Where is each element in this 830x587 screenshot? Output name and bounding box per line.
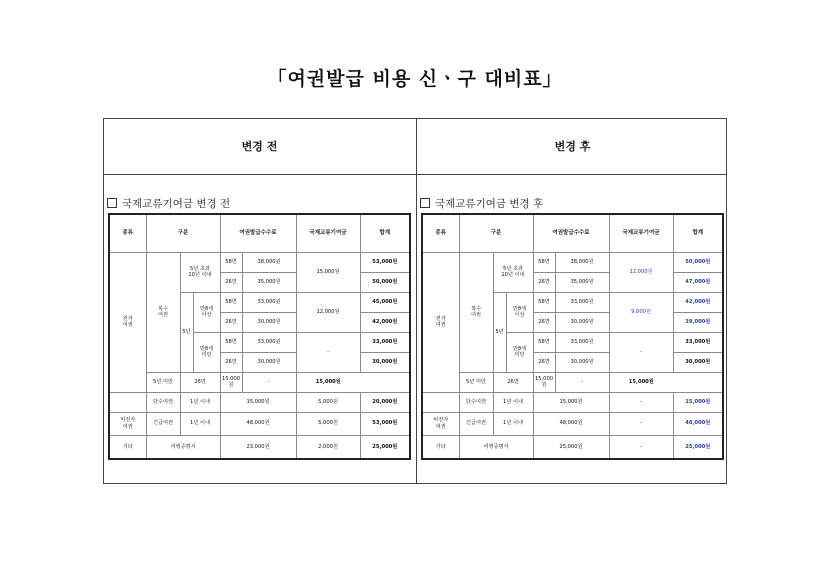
before-fee-table: [110, 215, 409, 458]
pages-cell: 58면: [220, 332, 242, 352]
total-cell: 30,000원: [360, 352, 409, 372]
table-row: [110, 412, 409, 435]
table-row: [423, 372, 722, 392]
five-years-label: 5년: [493, 292, 506, 372]
emergency-passport-label: 긴급여권: [459, 412, 493, 435]
table-row: [110, 435, 409, 458]
contribution-cell: -: [609, 435, 673, 458]
page-title: 「여권발급 비용 신ㆍ구 대비표」: [267, 68, 563, 90]
contribution-cell: 5,000원: [296, 412, 360, 435]
fee-cell: 30,000원: [555, 352, 609, 372]
multiple-passport-label: 복수 여권: [146, 252, 180, 372]
validity-cell: 1년 이내: [180, 392, 220, 412]
age-8-over-label: 만8세 이상: [193, 292, 220, 332]
col-header-total: 합계: [673, 215, 722, 252]
table-row: [110, 372, 409, 392]
col-header-category: 구분: [146, 215, 220, 252]
age-8-under-label: 만8세 미만: [193, 332, 220, 372]
before-fee-table-panel: [108, 213, 411, 460]
over-5y-label: 5년 초과 10년 이내: [180, 252, 220, 292]
col-header-total: 합계: [360, 215, 409, 252]
comparison-frame: [103, 118, 727, 484]
total-cell: 39,000원: [673, 312, 722, 332]
total-cell: 33,000원: [673, 332, 722, 352]
table-row: [110, 252, 409, 272]
fee-cell: 38,000원: [242, 252, 296, 272]
pages-cell: 58면: [533, 332, 555, 352]
fee-cell: 33,000원: [242, 332, 296, 352]
pages-cell: 26면: [533, 312, 555, 332]
electronic-passport-label: 전자 여권: [110, 252, 146, 392]
five-years-label: 5년: [180, 292, 193, 372]
fee-cell: 23,000원: [220, 435, 296, 458]
pages-cell: 26면: [180, 372, 220, 392]
other-label: 기타: [423, 435, 459, 458]
contribution-cell: 15,000원: [296, 252, 360, 292]
contribution-cell: 2,000원: [296, 435, 360, 458]
contribution-cell: 5,000원: [296, 392, 360, 412]
fee-cell: 15,000원: [533, 372, 555, 392]
pages-cell: 58면: [220, 252, 242, 272]
total-cell: 20,000원: [360, 392, 409, 412]
col-header-fee: 여권발급수수료: [220, 215, 296, 252]
table-row: [423, 412, 722, 435]
validity-cell: 1년 이내: [493, 412, 533, 435]
total-cell: 25,000원: [673, 435, 722, 458]
fee-cell: 30,000원: [242, 352, 296, 372]
fee-cell: 35,000원: [242, 272, 296, 292]
fee-cell: 38,000원: [555, 252, 609, 272]
contribution-cell: 12,000원: [609, 252, 673, 292]
total-cell: 47,000원: [673, 272, 722, 292]
col-header-contribution: 국제교류기여금: [296, 215, 360, 252]
travel-cert-label: 여행증명서: [146, 435, 220, 458]
pages-cell: 26면: [533, 352, 555, 372]
fee-cell: 48,000원: [533, 412, 609, 435]
table-row: [110, 392, 409, 412]
validity-cell: 1년 이내: [493, 392, 533, 412]
pages-cell: 58면: [533, 252, 555, 272]
empty-type-cell: [110, 392, 146, 412]
pages-cell: 26면: [493, 372, 533, 392]
other-label: 기타: [110, 435, 146, 458]
single-passport-label: 단수여권: [459, 392, 493, 412]
electronic-passport-label: 전자 여권: [423, 252, 459, 392]
total-cell: 42,000원: [673, 292, 722, 312]
col-header-type: 종류: [110, 215, 146, 252]
pages-cell: 58면: [533, 292, 555, 312]
fee-cell: 35,000원: [555, 272, 609, 292]
pages-cell: 26면: [220, 272, 242, 292]
contribution-cell: 9,000원: [609, 292, 673, 332]
contribution-cell: -: [555, 372, 609, 392]
total-cell: 15,000원: [609, 372, 673, 392]
contribution-cell: -: [609, 412, 673, 435]
table-row: [423, 252, 722, 272]
total-cell: 50,000원: [360, 272, 409, 292]
pages-cell: 26면: [533, 272, 555, 292]
after-fee-table-panel: [421, 213, 724, 460]
fee-cell: 33,000원: [242, 292, 296, 312]
age-8-under-label: 만8세 미만: [506, 332, 533, 372]
after-subheading: 국제교류기여금 변경 후: [420, 196, 543, 211]
col-header-type: 종류: [423, 215, 459, 252]
contribution-cell: 12,000원: [296, 292, 360, 332]
total-cell: 48,000원: [673, 412, 722, 435]
age-8-over-label: 만8세 이상: [506, 292, 533, 332]
fee-cell: 30,000원: [555, 312, 609, 332]
contribution-cell: -: [296, 332, 360, 372]
fee-cell: 33,000원: [555, 332, 609, 352]
table-header-row: [423, 215, 722, 252]
before-header: 변경 전: [241, 140, 278, 153]
header-divider: [104, 174, 726, 175]
contribution-cell: -: [609, 392, 673, 412]
nonelectronic-passport-label: 비전자 여권: [110, 412, 146, 435]
checkbox-icon: [420, 198, 430, 208]
total-cell: 15,000원: [673, 392, 722, 412]
over-5y-label: 5년 초과 10년 이내: [493, 252, 533, 292]
table-row: [423, 392, 722, 412]
col-header-contribution: 국제교류기여금: [609, 215, 673, 252]
contribution-cell: -: [242, 372, 296, 392]
fee-cell: 15,000원: [533, 392, 609, 412]
total-cell: 25,000원: [360, 435, 409, 458]
col-header-fee: 여권발급수수료: [533, 215, 609, 252]
total-cell: 53,000원: [360, 412, 409, 435]
nonelectronic-passport-label: 비전자 여권: [423, 412, 459, 435]
total-cell: 53,000원: [360, 252, 409, 272]
total-cell: 45,000원: [360, 292, 409, 312]
pages-cell: 26면: [220, 352, 242, 372]
under-5y-label: 5년 미만: [459, 372, 493, 392]
table-row: [423, 435, 722, 458]
table-header-row: [110, 215, 409, 252]
single-passport-label: 단수여권: [146, 392, 180, 412]
multiple-passport-label: 복수 여권: [459, 252, 493, 372]
total-cell: 33,000원: [360, 332, 409, 352]
total-cell: 42,000원: [360, 312, 409, 332]
total-cell: 50,000원: [673, 252, 722, 272]
fee-cell: 15,000원: [220, 372, 242, 392]
after-fee-table: [423, 215, 722, 458]
validity-cell: 1년 이내: [180, 412, 220, 435]
travel-cert-label: 여행증명서: [459, 435, 533, 458]
after-header: 변경 후: [554, 140, 591, 153]
checkbox-icon: [107, 198, 117, 208]
col-header-category: 구분: [459, 215, 533, 252]
pages-cell: 26면: [220, 312, 242, 332]
fee-cell: 33,000원: [555, 292, 609, 312]
fee-cell: 48,000원: [220, 412, 296, 435]
fee-cell: 15,000원: [220, 392, 296, 412]
before-subheading: 국제교류기여금 변경 전: [107, 196, 230, 211]
under-5y-label: 5년 미만: [146, 372, 180, 392]
total-cell: 30,000원: [673, 352, 722, 372]
total-cell: 15,000원: [296, 372, 360, 392]
fee-cell: 25,000원: [533, 435, 609, 458]
empty-type-cell: [423, 392, 459, 412]
contribution-cell: -: [609, 332, 673, 372]
fee-cell: 30,000원: [242, 312, 296, 332]
emergency-passport-label: 긴급여권: [146, 412, 180, 435]
pages-cell: 58면: [220, 292, 242, 312]
